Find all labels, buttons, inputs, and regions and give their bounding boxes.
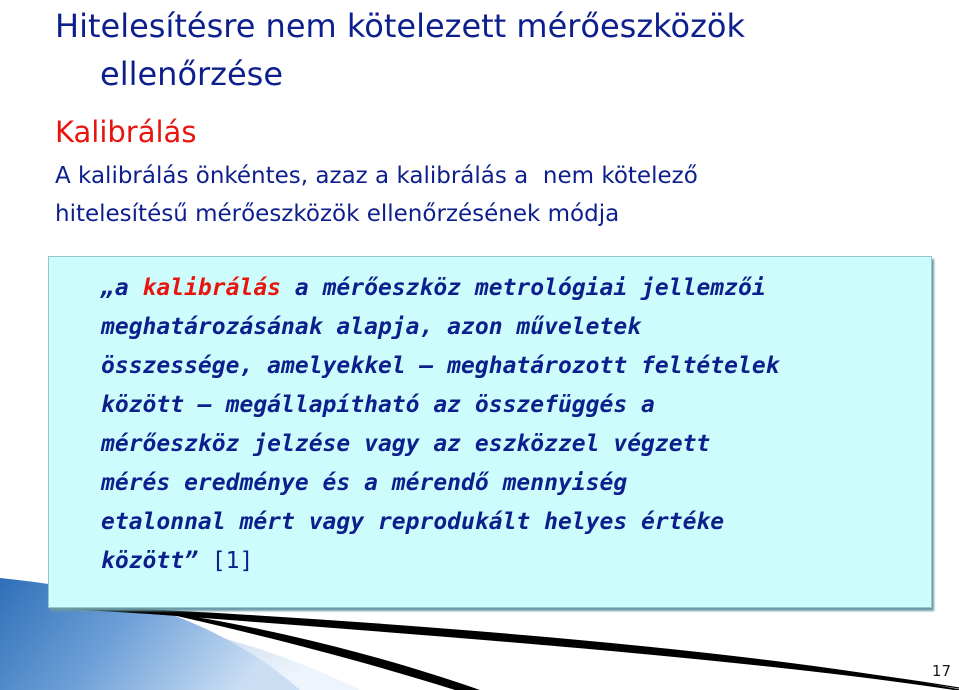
- slide-title-line1: Hitelesítésre nem kötelezett mérőeszközök: [55, 7, 746, 45]
- section-heading: Kalibrálás: [55, 115, 197, 149]
- slide-title-line2: ellenőrzése: [100, 55, 284, 93]
- definition-open-quote: „a: [101, 275, 143, 301]
- section-description-line2: hitelesítésű mérőeszközök ellenőrzésének módja: [55, 201, 620, 227]
- section-description-line1: A kalibrálás önkéntes, azaz a kalibrálás a nem kötelező: [55, 163, 698, 189]
- definition-keyword: kalibrálás: [142, 275, 282, 301]
- definition-text: [101, 269, 926, 581]
- slide-title: [55, 2, 935, 98]
- definition-box: [48, 256, 932, 608]
- page-number: 17: [931, 662, 951, 680]
- definition-citation: [1]: [211, 548, 254, 574]
- definition-body: a mérőeszköz metrológiai jellemzői meghatározásának alapja, azon műveletek összessége, amelyekkel – meghatározott feltételek között – megállapítható az összefüggés a mérőeszköz jelzése vagy az eszközzel végzett mérés eredménye és a mérendő mennyiség etalonnal mért vagy reprodukált helyes értéke között”: [101, 275, 780, 574]
- section-description: [55, 157, 915, 233]
